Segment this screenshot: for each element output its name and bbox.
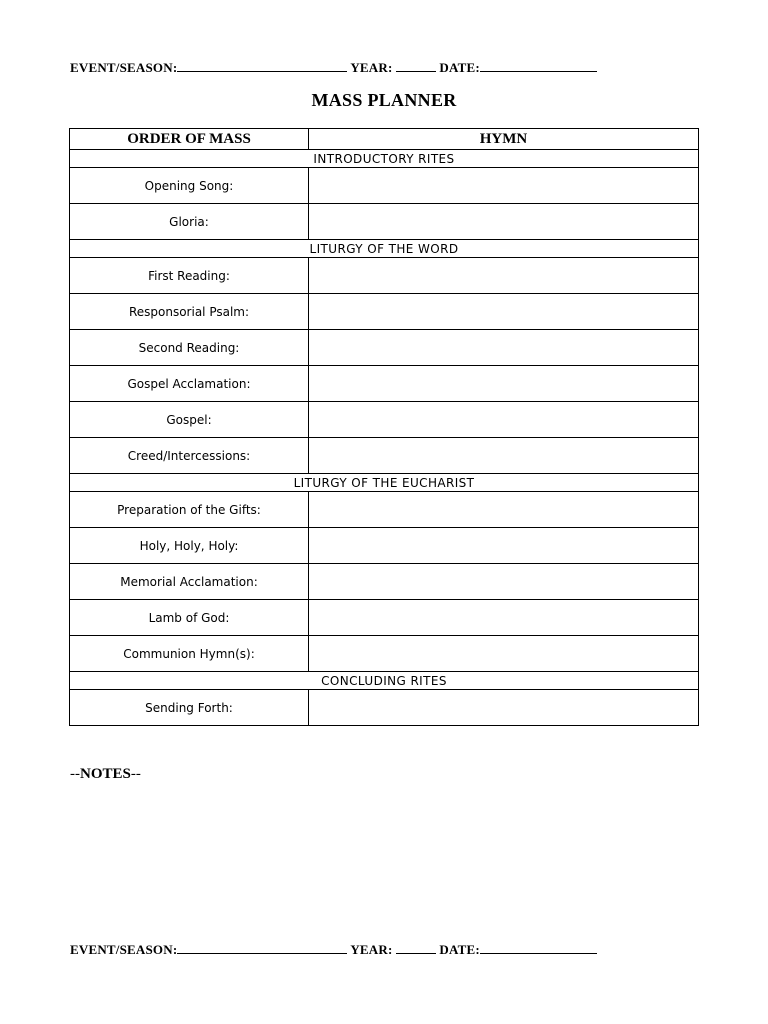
table-row bbox=[70, 258, 699, 294]
section-row bbox=[70, 672, 699, 690]
order-of-mass-header: ORDER OF MASS bbox=[70, 129, 309, 150]
table-row bbox=[70, 528, 699, 564]
table-row bbox=[70, 366, 699, 402]
table-row bbox=[70, 204, 699, 240]
table-body bbox=[70, 150, 699, 726]
table-row bbox=[70, 330, 699, 366]
order-item-label: Gloria: bbox=[70, 204, 309, 240]
table-row bbox=[70, 402, 699, 438]
footer-event-season-label: EVENT/SEASON: bbox=[70, 942, 178, 957]
hymn-entry-cell[interactable] bbox=[309, 438, 699, 474]
section-row bbox=[70, 474, 699, 492]
footer-date-field[interactable] bbox=[480, 943, 597, 954]
hymn-entry-cell[interactable] bbox=[309, 402, 699, 438]
order-item-label: Responsorial Psalm: bbox=[70, 294, 309, 330]
order-item-label: First Reading: bbox=[70, 258, 309, 294]
notes-prefix: -- bbox=[70, 766, 80, 782]
hymn-entry-cell[interactable] bbox=[309, 204, 699, 240]
date-field[interactable] bbox=[480, 61, 597, 72]
footer-date-label: DATE: bbox=[439, 942, 480, 957]
section-title: CONCLUDING RITES bbox=[70, 672, 699, 690]
table-row bbox=[70, 168, 699, 204]
hymn-header: HYMN bbox=[309, 129, 699, 150]
section-title: INTRODUCTORY RITES bbox=[70, 150, 699, 168]
order-item-label: Holy, Holy, Holy: bbox=[70, 528, 309, 564]
date-label: DATE: bbox=[439, 60, 480, 75]
order-item-label: Lamb of God: bbox=[70, 600, 309, 636]
header-fields bbox=[70, 60, 690, 76]
order-item-label: Communion Hymn(s): bbox=[70, 636, 309, 672]
table-header-row bbox=[70, 129, 699, 150]
notes-suffix: -- bbox=[130, 766, 141, 782]
footer-fields bbox=[70, 942, 690, 958]
event-season-label: EVENT/SEASON: bbox=[70, 60, 178, 75]
section-row bbox=[70, 240, 699, 258]
hymn-entry-cell[interactable] bbox=[309, 294, 699, 330]
order-item-label: Opening Song: bbox=[70, 168, 309, 204]
hymn-entry-cell[interactable] bbox=[309, 564, 699, 600]
notes-label: NOTES bbox=[80, 766, 131, 782]
order-item-label: Creed/Intercessions: bbox=[70, 438, 309, 474]
table-row bbox=[70, 690, 699, 726]
hymn-entry-cell[interactable] bbox=[309, 600, 699, 636]
table-row bbox=[70, 636, 699, 672]
hymn-entry-cell[interactable] bbox=[309, 636, 699, 672]
table-row bbox=[70, 492, 699, 528]
footer-year-field[interactable] bbox=[396, 943, 436, 954]
notes-heading bbox=[70, 766, 141, 783]
hymn-entry-cell[interactable] bbox=[309, 528, 699, 564]
mass-planner-table bbox=[69, 128, 699, 726]
hymn-entry-cell[interactable] bbox=[309, 690, 699, 726]
footer-event-season-field[interactable] bbox=[177, 943, 347, 954]
section-row bbox=[70, 150, 699, 168]
order-item-label: Second Reading: bbox=[70, 330, 309, 366]
order-item-label: Sending Forth: bbox=[70, 690, 309, 726]
table-row bbox=[70, 294, 699, 330]
event-season-field[interactable] bbox=[177, 61, 347, 72]
hymn-entry-cell[interactable] bbox=[309, 258, 699, 294]
order-item-label: Gospel: bbox=[70, 402, 309, 438]
footer-year-label: YEAR: bbox=[350, 942, 393, 957]
order-item-label: Memorial Acclamation: bbox=[70, 564, 309, 600]
year-field[interactable] bbox=[396, 61, 436, 72]
order-item-label: Preparation of the Gifts: bbox=[70, 492, 309, 528]
section-title: LITURGY OF THE WORD bbox=[70, 240, 699, 258]
page-title: MASS PLANNER bbox=[311, 90, 457, 110]
order-item-label: Gospel Acclamation: bbox=[70, 366, 309, 402]
section-title: LITURGY OF THE EUCHARIST bbox=[70, 474, 699, 492]
year-label: YEAR: bbox=[350, 60, 393, 75]
table-row bbox=[70, 438, 699, 474]
hymn-entry-cell[interactable] bbox=[309, 330, 699, 366]
table-row bbox=[70, 564, 699, 600]
hymn-entry-cell[interactable] bbox=[309, 168, 699, 204]
hymn-entry-cell[interactable] bbox=[309, 492, 699, 528]
table-row bbox=[70, 600, 699, 636]
hymn-entry-cell[interactable] bbox=[309, 366, 699, 402]
